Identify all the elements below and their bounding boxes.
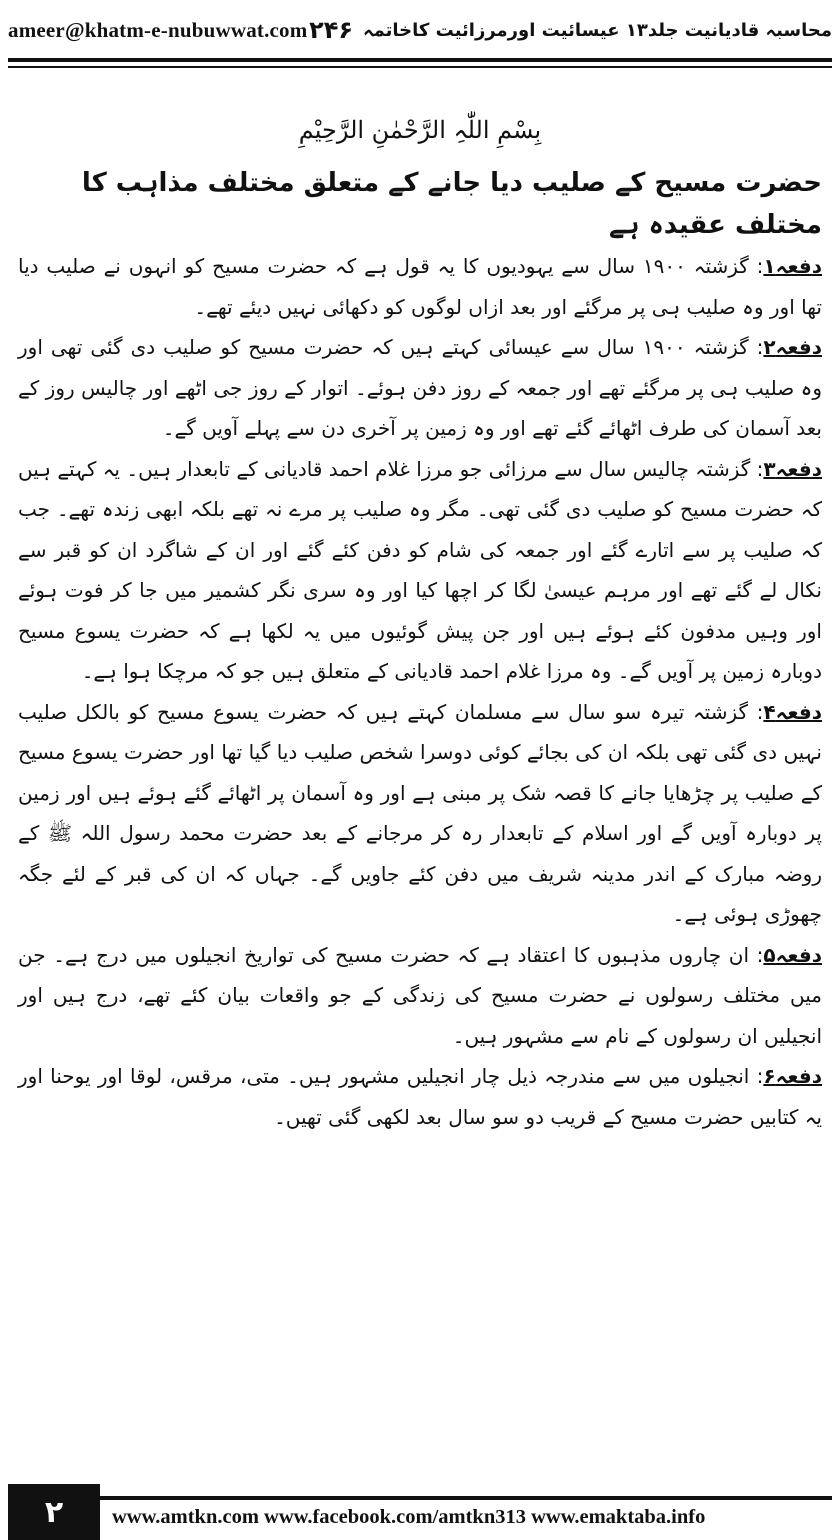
main-heading: حضرت مسیح کے صلیب دیا جانے کے متعلق مختلف مذاہب کا مختلف عقیدہ ہے bbox=[81, 168, 822, 240]
paragraph-label: دفعہ۶ bbox=[763, 1064, 822, 1088]
paragraph-label: دفعہ۱ bbox=[763, 254, 822, 278]
paragraph-6 bbox=[18, 1056, 822, 1137]
paragraph-label: دفعہ۲ bbox=[763, 335, 822, 359]
paragraph-1 bbox=[18, 246, 822, 327]
paragraph-2 bbox=[18, 327, 822, 449]
paragraph-3 bbox=[18, 449, 822, 692]
header-rule-thick bbox=[8, 58, 832, 62]
paragraph-text: : گزشتہ تیرہ سو سال سے مسلمان کہتے ہیں کہ حضرت یسوع مسیح کو بالکل صلیب نہیں دی گئی تھی بلکہ ان کی بجائے کوئی دوسرا شخص صلیب دیا گیا تھا اور حضرت یسوع مسیح کے صلیب پر چڑھایا جانے کا قصہ شک پر مبنی ہے اور وہ آسمان پر اٹھائے گئے ہوئے ہیں اور زمین پر دوبارہ آویں گے اور اسلام کے تابعدار رہ کر مرجانے کے بعد حضرت محمد رسول اللہ ﷺ کے روضہ مبارک کے اندر مدینہ شریف میں دفن کئے جاویں گے۔ جہاں کہ ان کی قبر کے لئے جگہ چھوڑی ہوئی ہے۔ bbox=[18, 699, 822, 926]
page-footer bbox=[0, 1484, 840, 1540]
paragraph-text: : گزشتہ ۱۹۰۰ سال سے یہودیوں کا یہ قول ہے کہ حضرت مسیح کو انہوں نے صلیب دیا تھا اور وہ صلیب ہی پر مرگئے اور بعد ازاں لوگوں کو دکھائی نہیں دیئے تھے۔ bbox=[18, 254, 822, 319]
footer-websites: www.amtkn.com www.facebook.com/amtkn313 www.emaktaba.info bbox=[112, 1506, 706, 1528]
header-rule-thin bbox=[8, 66, 832, 68]
paragraph-4 bbox=[18, 692, 822, 935]
footer-page-number: ۲ bbox=[8, 1484, 100, 1540]
paragraph-text: : گزشتہ ۱۹۰۰ سال سے عیسائی کہتے ہیں کہ حضرت مسیح کو صلیب دی گئی تھی اور وہ صلیب ہی پر مرگئے تھے اور جمعہ کے روز دفن ہوئے۔ اتوار کے روز جی اٹھے اور چالیس روز کے بعد آسمان کی طرف اٹھائے گئے تھے اور وہ زمین پر آخری دن سے پہلے آویں گے۔ bbox=[18, 335, 822, 440]
header-page-number: ۲۴۶ bbox=[309, 16, 354, 44]
footer-rule bbox=[8, 1496, 832, 1500]
paragraph-text: : ان چاروں مذہبوں کا اعتقاد ہے کہ حضرت مسیح کی تواریخ انجیلوں میں درج ہے۔ جن میں مختلف رسولوں نے حضرت مسیح کی زندگی کے جو واقعات بیان کئے تھے، درج ہیں اور انجیلیں ان رسولوں کے نام سے مشہور ہیں۔ bbox=[18, 942, 822, 1048]
header-title-group bbox=[309, 16, 832, 44]
bismillah: بِسْمِ اللّٰہِ الرَّحْمٰنِ الرَّحِیْمِ bbox=[298, 116, 542, 144]
paragraph-5 bbox=[18, 935, 822, 1057]
page-header bbox=[8, 8, 832, 52]
paragraph-label: دفعہ۵ bbox=[763, 942, 822, 967]
paragraph-label: دفعہ۴ bbox=[763, 699, 822, 724]
header-email: ameer@khatm-e-nubuwwat.com bbox=[8, 17, 308, 42]
header-book-title: محاسبہ قادیانیت جلد۱۳ عیسائیت اورمرزائیت کاخاتمہ bbox=[363, 19, 832, 41]
paragraph-label: دفعہ۳ bbox=[763, 456, 822, 481]
page-content bbox=[18, 110, 822, 1478]
paragraph-text: : گزشتہ چالیس سال سے مرزائی جو مرزا غلام احمد قادیانی کے تابعدار ہیں۔ یہ کہتے ہیں کہ حضرت مسیح کو صلیب دی گئی تھی۔ مگر وہ صلیب پر مرے نہ تھے بلکہ ابھی زندہ تھے۔ جب کہ صلیب پر سے اتارے گئے اور جمعہ کی شام کو دفن کئے گئے اور ان کے شاگرد ان کو قبر سے نکال لے گئے تھے اور مرہم عیسیٰ لگا کر اچھا کیا اور وہ سری نگر کشمیر میں جا کر فوت ہوئے اور وہیں مدفون کئے ہوئے ہیں اور جن پیش گوئیوں میں یہ لکھا ہے کہ حضرت یسوع مسیح دوبارہ زمین پر آویں گے۔ وہ مرزا غلام احمد قادیانی کے متعلق ہیں جو کہ مرچکا ہوا ہے۔ bbox=[18, 456, 822, 683]
paragraph-text: : انجیلوں میں سے مندرجہ ذیل چار انجیلیں مشہور ہیں۔ متی، مرقس، لوقا اور یوحنا اور یہ کتابیں حضرت مسیح کے قریب دو سو سال بعد لکھی گئی تھیں۔ bbox=[18, 1064, 822, 1129]
